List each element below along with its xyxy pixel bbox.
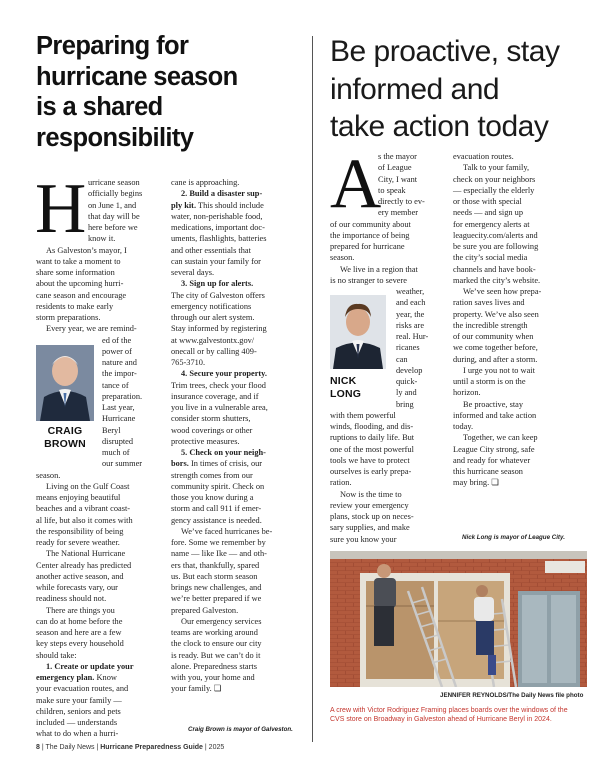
text-line: your evacuation routes, and (36, 684, 129, 694)
text-line: year, the (396, 309, 425, 319)
name-line: BROWN (44, 437, 86, 450)
text-line: beaches and a vibrant coast- (36, 504, 131, 514)
footer-separator: | (39, 744, 46, 751)
name-line: CRAIG (47, 425, 83, 437)
text-line: City, I want (378, 174, 418, 184)
text-line: ers that, thankfully, spared (171, 560, 260, 570)
text-line: means enjoying beautiful (36, 493, 121, 502)
text-line: cane season and encourage (36, 290, 127, 300)
text-line: Talk to your family, (463, 163, 530, 173)
text-line: Beryl (102, 425, 121, 435)
text-line: of our community about (330, 219, 411, 229)
text-line: season. (330, 253, 355, 263)
text-line: ruptions to daily life. But (330, 433, 415, 443)
text-line: Now is the time to (340, 489, 402, 499)
text-line: ourselves is early prepa- (330, 467, 412, 476)
text-line: disrupted (102, 436, 134, 446)
text-line: emergency plan. Know (36, 673, 117, 682)
text-line: may bring. ❏ (453, 478, 499, 488)
text-line: quick- (396, 377, 418, 386)
text-line: the city’s social media (453, 253, 528, 263)
text-line: strength comes from our (171, 470, 253, 480)
text-line: to speak (378, 185, 406, 195)
text-line: we’re better prepared if we (171, 594, 262, 604)
text-line: needs — and sign up (453, 208, 523, 218)
text-line: preparation. (102, 391, 143, 401)
text-line: we come together before, (453, 343, 538, 353)
text-line: ration saves lives and (453, 298, 525, 308)
text-line: insurance coverage, and if (171, 391, 259, 401)
craig-brown-photo (36, 345, 94, 421)
text-line: marked the city’s website. (453, 275, 541, 285)
left-column-1 (35, 170, 162, 740)
text-line: prepared for hurricane (330, 242, 405, 251)
text-line: The National Hurricane (46, 549, 126, 559)
text-line: risks are (396, 320, 425, 330)
text-line: water, non-perishable food, (171, 211, 263, 221)
text-line: fore. Some we remember by (171, 538, 266, 547)
right-headline-line: take action today (330, 110, 549, 143)
text-line: consider storm shutters, (171, 414, 251, 424)
text-line: storm preparations. (36, 313, 101, 322)
text-line: gency assistance is needed. (171, 515, 262, 525)
text-line: make sure your family — (36, 695, 122, 705)
text-line: horizon. (453, 388, 481, 398)
text-line: what to do when a hurri- (36, 729, 119, 739)
text-line: alone. Preparedness starts (171, 661, 257, 671)
text-line: s the mayor (378, 152, 417, 161)
text-line: that day will be (88, 211, 140, 221)
text-line: at www.galvestontx.gov/ (171, 335, 255, 345)
right-column-2 (453, 151, 578, 489)
text-line: your family. ❏ (171, 684, 222, 694)
text-line: residents to make early (36, 301, 114, 311)
text-line: with you, your home and (171, 673, 255, 682)
text-line: al life, but also it comes with (36, 515, 133, 525)
text-line: emergency notifications (171, 301, 252, 311)
footer-separator: | (94, 744, 101, 751)
text-line: 1. Create or update your (46, 661, 134, 671)
left-signoff: Craig Brown is mayor of Galveston. (188, 726, 293, 733)
right-headline (330, 33, 590, 146)
right-dropcap: A (330, 145, 382, 223)
text-line: ly and (396, 388, 417, 398)
page-number: 8 (36, 744, 40, 751)
text-line: 765-3710. (171, 358, 206, 367)
left-headline-line: is a shared (36, 93, 163, 121)
text-line: winds, flooding, and dis- (330, 422, 414, 431)
page-footer (36, 744, 224, 751)
text-line: our summer (102, 459, 143, 469)
text-line: children, seniors and pets (36, 706, 121, 716)
text-line: The city of Galveston offers (171, 290, 265, 300)
text-line: Every year, we are remind- (46, 324, 137, 334)
text-line: plans, stock up on neces- (330, 512, 414, 521)
text-line: informed and take action (453, 410, 537, 420)
text-line: the incredible strength (453, 320, 528, 330)
text-line: Center already has predicted (36, 560, 132, 570)
text-line: the responsibility of being (36, 526, 124, 536)
text-line: tools we have to protect (330, 455, 410, 465)
footer-year: 2025 (208, 744, 225, 751)
text-line: Living on the Gulf Coast (46, 481, 130, 491)
left-dropcap: H (35, 170, 87, 248)
text-line: teams are working around (171, 628, 258, 637)
photo-credit: JENNIFER REYNOLDS/The Daily News file photo (440, 692, 584, 699)
text-line: season and here are a few (36, 628, 122, 637)
craig-brown-name (36, 425, 94, 450)
text-line: I urge you not to wait (463, 365, 535, 375)
text-line: community spirit. Check on (171, 481, 265, 491)
text-line: included — understands (36, 718, 118, 727)
right-headline-line: informed and (330, 72, 500, 106)
text-line: another active season, and (36, 571, 124, 581)
text-line: 2. Build a disaster sup- (181, 189, 263, 199)
text-line: while forecasts vary, our (36, 583, 118, 592)
right-headline-line: Be proactive, stay (330, 35, 560, 68)
text-line: We’ve faced hurricanes be- (181, 526, 273, 536)
text-line: until a storm is on the (453, 377, 526, 386)
guide-name: Hurricane Preparedness Guide (100, 744, 203, 751)
text-line: property. We’ve also seen (453, 309, 539, 319)
text-line: medications, important doc- (171, 223, 265, 232)
text-line: you live in a vulnerable area, (171, 403, 268, 412)
photo-caption: A crew with Victor Rodriguez Framing places boards over the windows of the CVS store on Broadway in Galveston ahead of Hurricane Beryl in 2024. (330, 707, 568, 723)
text-line: readiness should not. (36, 594, 107, 604)
text-line: share some information (36, 268, 115, 277)
left-headline-line: Preparing for (36, 32, 189, 60)
text-line: ed of the (102, 335, 132, 345)
text-line: can sustain your family for (171, 256, 261, 266)
text-line: Together, we can keep (463, 433, 538, 443)
text-line: There are things you (46, 605, 115, 615)
text-line: ply kit. This should include (171, 200, 264, 210)
text-line: today. (453, 422, 474, 431)
text-line: here before we (88, 223, 138, 232)
text-line: channels and have book- (453, 264, 536, 274)
text-line: directly to ev- (378, 197, 425, 206)
text-line: want to take a moment to (36, 256, 121, 266)
text-line: develop (396, 365, 423, 375)
text-line: is no stranger to severe (330, 275, 407, 285)
text-line: can do at home before the (36, 616, 123, 626)
text-line: bring (396, 399, 414, 409)
text-line: season. (36, 470, 61, 480)
text-line: leaguecity.com/alerts and (453, 230, 538, 240)
text-line: of our community when (453, 332, 534, 341)
text-line: sure you know your (330, 534, 397, 544)
text-line: bors. In times of crisis, our (171, 459, 263, 469)
text-line: during, and after a storm. (453, 354, 538, 364)
text-line: brings new challenges, and (171, 583, 262, 592)
text-line: several days. (171, 268, 215, 277)
text-line: the clock to ensure our city (171, 639, 262, 649)
text-line: should take: (36, 650, 77, 660)
text-line: check on your neighbors (453, 174, 536, 184)
text-line: and ready for whatever (453, 455, 531, 465)
text-line: We live in a region that (340, 264, 418, 274)
text-line: key steps every household (36, 639, 124, 649)
right-signoff: Nick Long is mayor of League City. (462, 534, 565, 541)
text-line: — especially the elderly (453, 185, 535, 195)
text-line: the importance of being (330, 230, 410, 240)
text-line: wood coverings or other (171, 425, 253, 435)
text-line: prepared Galveston. (171, 605, 239, 615)
text-line: evacuation routes. (453, 152, 514, 161)
left-headline-line: hurricane season (36, 62, 238, 91)
text-line: those you know during a (171, 493, 254, 502)
text-line: is ready. But we can’t do it (171, 650, 261, 660)
column-divider (312, 36, 313, 742)
text-line: this hurricane season (453, 467, 523, 476)
text-line: ery member (378, 208, 419, 218)
text-line: ready for severe weather. (36, 538, 120, 547)
text-line: uments, flashlights, batteries (171, 234, 267, 244)
text-line: tance of (102, 380, 129, 390)
text-line: through our alert system. (171, 313, 255, 322)
text-line: sary supplies, and make (330, 523, 410, 533)
text-line: ration. (330, 478, 352, 488)
nick-long-name: NICK LONG (330, 375, 362, 400)
nick-long-photo (330, 295, 386, 369)
text-line: or those with special (453, 197, 522, 206)
text-line: Trim trees, check your flood (171, 380, 266, 390)
text-line: onecall or by calling 409- (171, 346, 257, 356)
text-line: be sure you are following (453, 242, 539, 251)
portrait-image (330, 295, 386, 369)
storm-prep-photo (330, 551, 587, 687)
text-line: We’ve seen how prepa- (463, 287, 542, 296)
text-line: Hurricane (102, 414, 136, 424)
footer-separator: | (202, 744, 209, 751)
left-headline (36, 31, 306, 153)
text-line: League City strong, safe (453, 444, 535, 454)
text-line: nature and (102, 358, 137, 367)
portrait-image (36, 345, 94, 421)
text-line: much of (102, 448, 130, 457)
text-line: Stay informed by registering (171, 324, 267, 334)
text-line: cane is approaching. (171, 178, 240, 187)
text-line: and other essentials that (171, 245, 251, 255)
text-line: about the upcoming hurri- (36, 279, 124, 289)
text-line: officially begins (88, 189, 143, 199)
text-line: ricanes (396, 343, 420, 353)
text-line: urricane season (88, 178, 140, 187)
text-line: 5. Check on your neigh- (181, 448, 266, 457)
text-line: one of the most powerful (330, 444, 414, 454)
paper-name: The Daily News (45, 744, 95, 751)
text-line: us. But each storm season (171, 571, 258, 581)
text-line: storm and call 911 if emer- (171, 504, 262, 514)
text-line: for emergency alerts at (453, 219, 530, 229)
text-line: 3. Sign up for alerts. (181, 279, 254, 289)
text-line: can (396, 354, 408, 364)
text-line: the impor- (102, 369, 137, 379)
text-line: protective measures. (171, 436, 240, 446)
left-column-2 (171, 177, 298, 695)
text-line: name — like Ike — and oth- (171, 549, 267, 559)
text-line: and each (396, 298, 426, 308)
text-line: As Galveston’s mayor, I (46, 245, 127, 255)
text-line: review your emergency (330, 500, 409, 510)
text-line: Our emergency services (181, 616, 262, 626)
text-line: power of (102, 346, 132, 356)
text-line: 4. Secure your property. (181, 369, 267, 379)
text-line: on June 1, and (88, 200, 137, 210)
left-headline-line: responsibility (36, 123, 194, 152)
text-line: real. Hur- (396, 332, 429, 341)
text-line: of League (378, 163, 412, 173)
text-line: Be proactive, stay (463, 399, 524, 409)
text-line: weather, (396, 287, 425, 296)
photo-image (330, 551, 587, 687)
text-line: know it. (88, 234, 116, 244)
text-line: with them powerful (330, 410, 396, 420)
text-line: Last year, (102, 403, 135, 412)
